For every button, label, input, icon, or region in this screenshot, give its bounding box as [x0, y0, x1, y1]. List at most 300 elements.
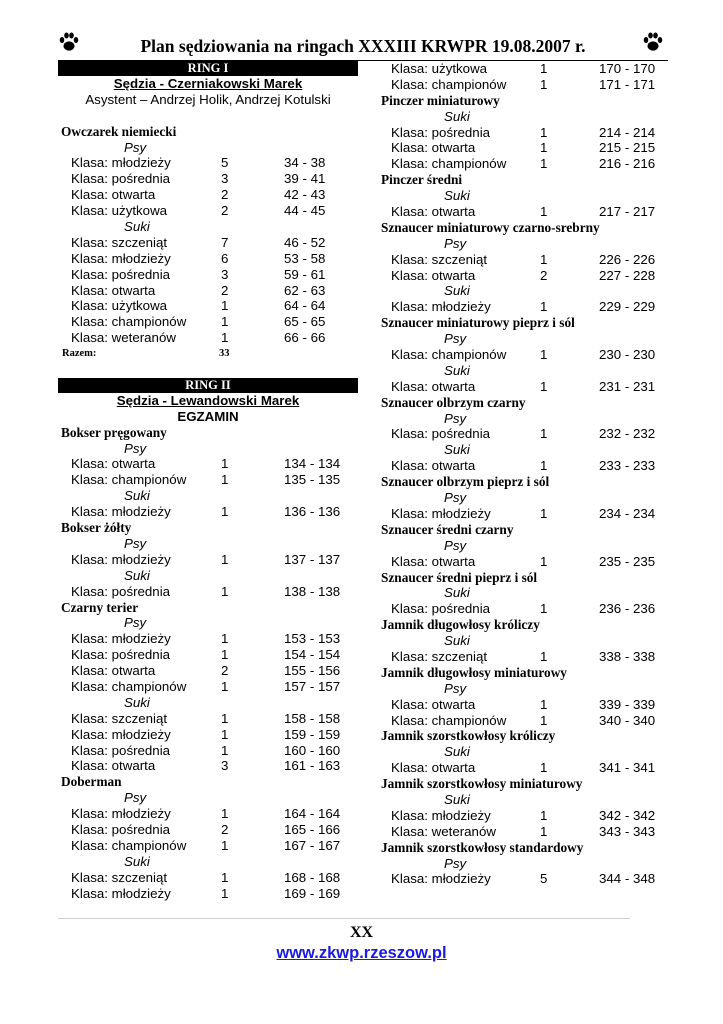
class-row — [58, 631, 358, 647]
class-row — [58, 727, 358, 743]
sex-label: Suki — [444, 633, 470, 649]
catalog-range: 153 - 153 — [284, 631, 341, 647]
sex-label: Suki — [124, 488, 150, 504]
sex-subheading — [378, 331, 668, 347]
entry-count: 1 — [540, 156, 548, 172]
breed-name: Jamnik długowłosy króliczy — [381, 617, 540, 633]
sex-subheading — [378, 585, 668, 601]
paw-print-icon — [642, 31, 664, 53]
class-row — [378, 125, 668, 141]
entry-count: 1 — [221, 472, 229, 488]
sex-subheading — [378, 744, 668, 760]
breed-heading — [378, 617, 668, 633]
breed-name: Jamnik szorstkowłosy miniaturowy — [381, 776, 583, 792]
class-row — [58, 283, 358, 299]
class-row — [378, 808, 668, 824]
class-row — [378, 649, 668, 665]
class-label: Klasa: użytkowa — [71, 298, 168, 314]
catalog-range: 168 - 168 — [284, 869, 341, 885]
total-count: 33 — [219, 348, 230, 360]
class-row — [58, 758, 358, 774]
catalog-range: 234 - 234 — [599, 505, 656, 521]
catalog-range: 157 - 157 — [284, 678, 341, 694]
page-number: XX — [349, 924, 374, 941]
catalog-range: 59 - 61 — [284, 266, 326, 282]
class-label: Klasa: championów — [391, 156, 507, 172]
entry-count: 1 — [540, 124, 548, 140]
breed-heading — [378, 93, 668, 109]
sex-subheading — [58, 854, 358, 870]
class-label: Klasa: młodzieży — [391, 807, 491, 823]
class-label: Klasa: młodzieży — [71, 155, 171, 171]
page-title: Plan sędziowania na ringach XXXIII KRWPR 19.08.2007 r. — [140, 36, 586, 56]
class-label: Klasa: młodzieży — [71, 806, 171, 822]
breed-heading — [58, 774, 358, 790]
entry-count: 1 — [221, 631, 229, 647]
catalog-range: 64 - 64 — [284, 298, 326, 314]
breed-heading — [378, 522, 668, 538]
catalog-range: 229 - 229 — [599, 299, 656, 315]
sex-label: Psy — [124, 440, 147, 456]
entry-count: 1 — [540, 426, 548, 442]
catalog-range: 233 - 233 — [599, 458, 656, 474]
sex-subheading — [58, 615, 358, 631]
sex-subheading — [378, 792, 668, 808]
class-label: Klasa: championów — [71, 837, 187, 853]
class-label: Klasa: otwarta — [71, 758, 156, 774]
class-label: Klasa: młodzieży — [71, 885, 171, 901]
breed-name: Sznaucer miniaturowy czarno-srebrny — [381, 219, 600, 235]
catalog-range: 227 - 228 — [599, 267, 656, 283]
right-column — [378, 61, 668, 887]
sex-label: Suki — [444, 585, 470, 601]
catalog-range: 137 - 137 — [284, 551, 341, 567]
class-row — [378, 252, 668, 268]
catalog-range: 342 - 342 — [599, 807, 656, 823]
catalog-range: 66 - 66 — [284, 330, 326, 346]
sex-label: Psy — [444, 331, 467, 347]
catalog-range: 170 - 170 — [599, 61, 656, 76]
sex-label: Suki — [124, 694, 150, 710]
class-row — [58, 267, 358, 283]
entry-count: 1 — [540, 140, 548, 156]
class-row — [58, 743, 358, 759]
class-label: Klasa: championów — [71, 678, 187, 694]
class-row — [378, 697, 668, 713]
catalog-range: 217 - 217 — [599, 204, 656, 220]
catalog-range: 231 - 231 — [599, 378, 656, 394]
sex-subheading — [58, 536, 358, 552]
breed-name: Bokser żółty — [61, 520, 132, 536]
sex-subheading — [58, 441, 358, 457]
class-label: Klasa: szczeniąt — [71, 234, 168, 250]
breed-heading — [378, 395, 668, 411]
catalog-range: 138 - 138 — [284, 583, 341, 599]
class-label: Klasa: szczeniąt — [391, 251, 488, 267]
breed-heading — [378, 728, 668, 744]
catalog-range: 159 - 159 — [284, 726, 341, 742]
catalog-range: 214 - 214 — [599, 124, 656, 140]
entry-count: 3 — [221, 758, 229, 774]
sex-subheading — [378, 681, 668, 697]
catalog-range: 215 - 215 — [599, 140, 656, 156]
class-label: Klasa: otwarta — [71, 663, 156, 679]
footer-divider — [58, 918, 630, 919]
class-row — [58, 203, 358, 219]
class-row — [58, 504, 358, 520]
class-row — [58, 838, 358, 854]
entry-count: 1 — [540, 204, 548, 220]
entry-count: 1 — [540, 458, 548, 474]
class-label: Klasa: pośrednia — [71, 742, 171, 758]
catalog-range: 338 - 338 — [599, 648, 656, 664]
breed-name: Jamnik szorstkowłosy króliczy — [381, 728, 556, 744]
entry-count: 1 — [540, 807, 548, 823]
entry-count: 2 — [540, 267, 548, 283]
class-row — [58, 235, 358, 251]
catalog-range: 62 - 63 — [284, 282, 326, 298]
sex-label: Suki — [124, 219, 150, 235]
breed-heading — [378, 570, 668, 586]
class-row — [378, 61, 668, 77]
entry-count: 1 — [540, 553, 548, 569]
class-label: Klasa: pośrednia — [391, 426, 491, 442]
breed-name: Jamnik długowłosy miniaturowy — [381, 664, 567, 680]
entry-count: 5 — [221, 155, 229, 171]
entry-count: 1 — [221, 869, 229, 885]
sex-subheading — [378, 236, 668, 252]
breed-heading — [378, 220, 668, 236]
left-column — [58, 61, 358, 901]
entry-count: 1 — [221, 678, 229, 694]
entry-count: 2 — [221, 203, 229, 219]
class-label: Klasa: otwarta — [391, 760, 476, 776]
class-row — [58, 711, 358, 727]
entry-count: 1 — [221, 456, 229, 472]
class-row — [58, 171, 358, 187]
sex-label: Suki — [124, 853, 150, 869]
catalog-range: 232 - 232 — [599, 426, 656, 442]
class-row — [58, 584, 358, 600]
entry-count: 3 — [221, 266, 229, 282]
class-label: Klasa: młodzieży — [71, 504, 171, 520]
class-label: Klasa: pośrednia — [391, 601, 491, 617]
sex-label: Psy — [444, 410, 467, 426]
sex-label: Suki — [444, 744, 470, 760]
sex-subheading — [378, 411, 668, 427]
breed-heading — [378, 665, 668, 681]
class-label: Klasa: młodzieży — [391, 299, 491, 315]
class-label: Klasa: championów — [71, 472, 187, 488]
entry-count: 1 — [540, 823, 548, 839]
breed-name: Jamnik szorstkowłosy standardowy — [381, 839, 584, 855]
class-label: Klasa: młodzieży — [71, 726, 171, 742]
breed-heading — [378, 840, 668, 856]
class-row — [58, 155, 358, 171]
class-label: Klasa: szczeniąt — [391, 648, 488, 664]
breed-name: Bokser pręgowany — [61, 424, 167, 440]
breed-heading — [378, 776, 668, 792]
breed-name: Doberman — [61, 774, 122, 790]
breed-heading — [378, 315, 668, 331]
judge-name: Sędzia - Czerniakowski Marek — [113, 76, 303, 91]
ring-header: RING II — [58, 378, 358, 393]
catalog-range: 167 - 167 — [284, 837, 341, 853]
catalog-range: 135 - 135 — [284, 472, 341, 488]
class-label: Klasa: championów — [391, 712, 507, 728]
class-row — [58, 456, 358, 472]
breed-name: Owczarek niemiecki — [61, 123, 177, 139]
class-label: Klasa: otwarta — [71, 456, 156, 472]
entry-count: 1 — [221, 647, 229, 663]
class-row — [378, 140, 668, 156]
entry-count: 1 — [221, 551, 229, 567]
class-row — [378, 299, 668, 315]
class-label: Klasa: otwarta — [71, 187, 156, 203]
class-row — [378, 554, 668, 570]
class-row — [378, 760, 668, 776]
class-label: Klasa: młodzieży — [391, 505, 491, 521]
class-row — [58, 251, 358, 267]
sex-subheading — [378, 188, 668, 204]
catalog-range: 216 - 216 — [599, 156, 656, 172]
class-label: Klasa: championów — [391, 76, 507, 92]
entry-count: 2 — [221, 821, 229, 837]
entry-count: 1 — [540, 760, 548, 776]
entry-count: 1 — [221, 742, 229, 758]
entry-count: 1 — [221, 806, 229, 822]
class-label: Klasa: weteranów — [391, 823, 496, 839]
catalog-range: 34 - 38 — [284, 155, 326, 171]
breed-name: Czarny terier — [61, 599, 139, 615]
sex-label: Psy — [444, 855, 467, 871]
entry-count: 2 — [221, 187, 229, 203]
catalog-range: 339 - 339 — [599, 696, 656, 712]
class-row — [378, 379, 668, 395]
breed-heading — [58, 425, 358, 441]
sex-label: Psy — [444, 490, 467, 506]
sex-subheading — [378, 109, 668, 125]
class-label: Klasa: użytkowa — [391, 61, 488, 76]
judge-name: Sędzia - Lewandowski Marek — [116, 392, 300, 408]
breed-name: Sznaucer średni pieprz i sól — [381, 569, 538, 585]
entry-count: 1 — [540, 299, 548, 315]
breed-name: Pinczer miniaturowy — [381, 92, 500, 108]
class-label: Klasa: championów — [391, 347, 507, 363]
sex-subheading — [378, 363, 668, 379]
catalog-range: 165 - 166 — [284, 821, 341, 837]
entry-count: 1 — [540, 712, 548, 728]
sex-label: Suki — [444, 362, 470, 378]
class-row — [58, 886, 358, 902]
catalog-range: 340 - 340 — [599, 712, 656, 728]
judge-line — [58, 393, 358, 409]
entry-count: 1 — [540, 505, 548, 521]
catalog-range: 226 - 226 — [599, 251, 656, 267]
class-label: Klasa: pośrednia — [71, 647, 171, 663]
total-row — [58, 346, 358, 362]
catalog-range: 169 - 169 — [284, 885, 341, 901]
class-label: Klasa: młodzieży — [71, 551, 171, 567]
sex-subheading — [378, 283, 668, 299]
catalog-range: 235 - 235 — [599, 553, 656, 569]
catalog-range: 155 - 156 — [284, 663, 341, 679]
sex-label: Psy — [444, 537, 467, 553]
sex-label: Psy — [124, 535, 147, 551]
entry-count: 2 — [221, 663, 229, 679]
sex-label: Suki — [444, 791, 470, 807]
class-row — [378, 426, 668, 442]
class-row — [58, 187, 358, 203]
class-row — [378, 156, 668, 172]
breed-heading — [58, 124, 358, 140]
catalog-range: 160 - 160 — [284, 742, 341, 758]
breed-name: Pinczer średni — [381, 172, 463, 188]
class-row — [378, 77, 668, 93]
sex-label: Psy — [444, 235, 467, 251]
sex-label: Suki — [444, 442, 470, 458]
class-row — [58, 647, 358, 663]
sex-label: Suki — [444, 108, 470, 124]
breed-heading — [378, 474, 668, 490]
class-row — [378, 713, 668, 729]
sex-subheading — [58, 140, 358, 156]
class-label: Klasa: pośrednia — [71, 171, 171, 187]
class-row — [58, 806, 358, 822]
entry-count: 1 — [221, 583, 229, 599]
class-label: Klasa: otwarta — [71, 282, 156, 298]
catalog-range: 171 - 171 — [599, 76, 656, 92]
class-label: Klasa: szczeniąt — [71, 710, 168, 726]
breed-name: Sznaucer olbrzym pieprz i sól — [381, 474, 550, 490]
class-label: Klasa: otwarta — [391, 378, 476, 394]
catalog-range: 134 - 134 — [284, 456, 341, 472]
class-row — [378, 268, 668, 284]
catalog-range: 44 - 45 — [284, 203, 326, 219]
entry-count: 1 — [221, 726, 229, 742]
sex-label: Suki — [444, 283, 470, 299]
entry-count: 1 — [540, 696, 548, 712]
entry-count: 1 — [221, 837, 229, 853]
catalog-range: 164 - 164 — [284, 806, 341, 822]
breed-heading — [58, 520, 358, 536]
entry-count: 1 — [221, 298, 229, 314]
sex-label: Psy — [444, 680, 467, 696]
class-label: Klasa: młodzieży — [71, 250, 171, 266]
sex-subheading — [58, 790, 358, 806]
class-label: Klasa: użytkowa — [71, 203, 168, 219]
class-label: Klasa: pośrednia — [71, 821, 171, 837]
sex-subheading — [378, 442, 668, 458]
ring-header: RING I — [58, 61, 358, 76]
entry-count: 1 — [221, 314, 229, 330]
class-label: Klasa: otwarta — [391, 267, 476, 283]
class-row — [378, 204, 668, 220]
sex-subheading — [58, 219, 358, 235]
sex-subheading — [378, 633, 668, 649]
breed-heading — [378, 172, 668, 188]
entry-count: 1 — [221, 710, 229, 726]
catalog-range: 39 - 41 — [284, 171, 326, 187]
paw-print-icon — [58, 31, 80, 53]
class-label: Klasa: championów — [71, 314, 187, 330]
breed-heading — [58, 600, 358, 616]
catalog-range: 46 - 52 — [284, 234, 326, 250]
class-label: Klasa: pośrednia — [391, 124, 491, 140]
class-label: Klasa: młodzieży — [391, 871, 491, 887]
sex-label: Psy — [124, 615, 147, 631]
catalog-range: 161 - 163 — [284, 758, 341, 774]
catalog-range: 42 - 43 — [284, 187, 326, 203]
sex-subheading — [378, 538, 668, 554]
total-label: Razem: — [62, 348, 97, 360]
class-row — [58, 663, 358, 679]
class-row — [58, 472, 358, 488]
entry-count: 1 — [221, 504, 229, 520]
class-row — [58, 822, 358, 838]
class-label: Klasa: otwarta — [391, 140, 476, 156]
catalog-range: 154 - 154 — [284, 647, 341, 663]
class-label: Klasa: szczeniąt — [71, 869, 168, 885]
website-link[interactable]: www.zkwp.rzeszow.pl — [276, 944, 447, 962]
class-row — [58, 870, 358, 886]
entry-count: 7 — [221, 234, 229, 250]
class-label: Klasa: otwarta — [391, 696, 476, 712]
entry-count: 1 — [540, 648, 548, 664]
sex-subheading — [378, 856, 668, 872]
catalog-range: 344 - 348 — [599, 871, 656, 887]
judge-line — [58, 76, 358, 92]
catalog-range: 343 - 343 — [599, 823, 656, 839]
entry-count: 1 — [540, 378, 548, 394]
entry-count: 3 — [221, 171, 229, 187]
entry-count: 1 — [540, 251, 548, 267]
sex-label: Psy — [124, 139, 147, 155]
class-row — [58, 679, 358, 695]
entry-count: 2 — [221, 282, 229, 298]
catalog-range: 230 - 230 — [599, 347, 656, 363]
entry-count: 1 — [221, 330, 229, 346]
entry-count: 1 — [540, 601, 548, 617]
class-row — [378, 871, 668, 887]
class-label: Klasa: otwarta — [391, 458, 476, 474]
entry-count: 5 — [540, 871, 548, 887]
sex-label: Suki — [444, 188, 470, 204]
class-row — [58, 552, 358, 568]
entry-count: 1 — [221, 885, 229, 901]
catalog-range: 158 - 158 — [284, 710, 341, 726]
entry-count: 1 — [540, 76, 548, 92]
assistant-line: Asystent – Andrzej Holik, Andrzej Kotulski — [85, 91, 331, 107]
class-label: Klasa: otwarta — [391, 204, 476, 220]
sex-label: Psy — [124, 790, 147, 806]
entry-count: 1 — [540, 347, 548, 363]
catalog-range: 65 - 65 — [284, 314, 326, 330]
class-row — [378, 506, 668, 522]
catalog-range: 341 - 341 — [599, 760, 656, 776]
spacer — [58, 362, 358, 378]
sex-label: Suki — [124, 567, 150, 583]
sex-subheading — [378, 490, 668, 506]
sex-subheading — [58, 568, 358, 584]
catalog-range: 136 - 136 — [284, 504, 341, 520]
exam-label: EGZAMIN — [177, 408, 239, 424]
breed-name: Sznaucer olbrzym czarny — [381, 394, 526, 410]
class-row — [378, 824, 668, 840]
breed-name: Sznaucer miniaturowy pieprz i sól — [381, 315, 575, 331]
spacer — [58, 108, 358, 124]
class-row — [378, 458, 668, 474]
